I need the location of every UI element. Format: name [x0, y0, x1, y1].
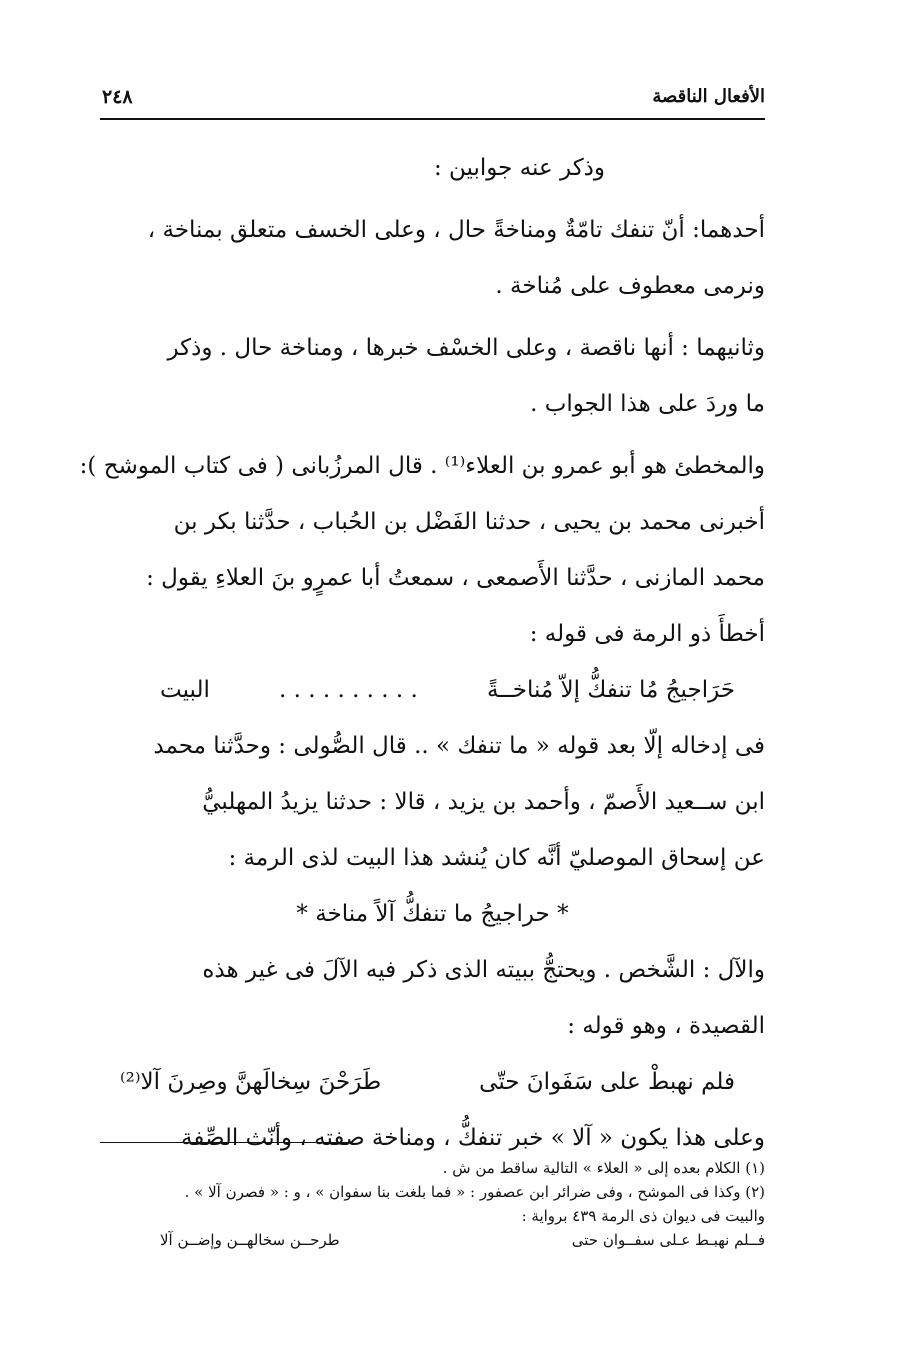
- text-line: والمخطئ هو أبو عمرو بن العلاء⁽¹⁾ . قال المرزُبانى ( فى كتاب الموشح ):: [79, 453, 765, 479]
- text-line: وذكر عنه جوابين :: [433, 155, 605, 181]
- verse-quote: * حراجيجُ ما تنفكُّ آلاً مناخة *: [296, 901, 569, 927]
- verse-first-hemistich: حَرَاجيجُ مُا تنفكُّ إلاّ مُناخــةً: [486, 677, 735, 703]
- verse-first-hemistich: فلم نهبطْ على سَفَوانَ حتّى: [479, 1069, 735, 1095]
- page-number: ٢٤٨: [102, 86, 133, 108]
- footnote-1: (١) الكلام بعده إلى « العلاء » التالية ساقط من ش .: [442, 1159, 765, 1177]
- footnote-divider: [100, 1142, 350, 1143]
- text-line: ما وردَ على هذا الجواب .: [530, 391, 765, 417]
- footnotes: [100, 1156, 765, 1252]
- text-line: عن إسحاق الموصليّ أنَّه كان يُنشد هذا البيت لذى الرمة :: [228, 845, 765, 871]
- text-line: القصيدة ، وهو قوله :: [567, 1013, 765, 1039]
- verse-second-hemistich: طرحــن سخالهــن وإضــن آلا: [160, 1231, 340, 1249]
- text-line: والآل : الشَّخص . ويحتجُّ ببيته الذى ذكر فيه الآلَ فى غير هذه: [202, 957, 765, 983]
- text-line: محمد المازنى ، حدَّثنا الأَصمعى ، سمعتُ أبا عمرٍو بنَ العلاءِ يقول :: [146, 565, 765, 591]
- text-line: ونرمى معطوف على مُناخة .: [495, 273, 765, 299]
- header-divider: [100, 118, 765, 120]
- book-page: [79, 0, 765, 1353]
- text-line: ابن ســعيد الأَصمّ ، وأحمد بن يزيد ، قالا : حدثنا يزيدُ المهلبيُّ: [202, 789, 765, 815]
- verse-first-hemistich: فــلم نهبـط عـلى سفــوان حتى: [571, 1231, 765, 1249]
- main-text: [79, 140, 765, 1166]
- text-line: أخبرنى محمد بن يحيى ، حدثنا الفَضْل بن الحُباب ، حدَّثنا بكر بن: [173, 509, 765, 535]
- text-line: فى إدخاله إلّا بعد قوله « ما تنفك » .. قال الصُّولى : وحدَّثنا محمد: [153, 733, 765, 759]
- chapter-title: الأفعال الناقصة: [652, 86, 765, 107]
- verse-second-hemistich: البيت: [160, 677, 210, 703]
- footnote-2-continued: والبيت فى ديوان ذى الرمة ٤٣٩ برواية :: [521, 1207, 765, 1225]
- text-line: أحدهما: أنّ تنفك تامّةٌ ومناخةً حال ، وعلى الخسف متعلق بمناخة ،: [147, 217, 765, 243]
- verse-quote: [100, 662, 765, 718]
- footnote-verse: [100, 1228, 765, 1252]
- text-line: أخطأَ ذو الرمة فى قوله :: [529, 621, 765, 647]
- text-line: وثانيهما : أنها ناقصة ، وعلى الخسْف خبرها ، ومناخة حال . وذكر: [167, 335, 765, 361]
- footnote-2: (٢) وكذا فى الموشح ، وفى ضرائر ابن عصفور : « فما بلغت بنا سفوان » ، و : « فصرن آلا » .: [184, 1183, 765, 1201]
- running-header: [100, 86, 765, 114]
- verse-quote: [100, 1054, 765, 1110]
- verse-ellipsis: . . . . . . . . . .: [278, 677, 418, 703]
- verse-second-hemistich: طَرَحْنَ سِخالَهنَّ وصِرنَ آلا⁽²⁾: [120, 1069, 382, 1095]
- text-line: وعلى هذا يكون « آلا » خبر تنفكُّ ، ومناخة صفته ، وأنّث الصِّفة: [181, 1125, 765, 1151]
